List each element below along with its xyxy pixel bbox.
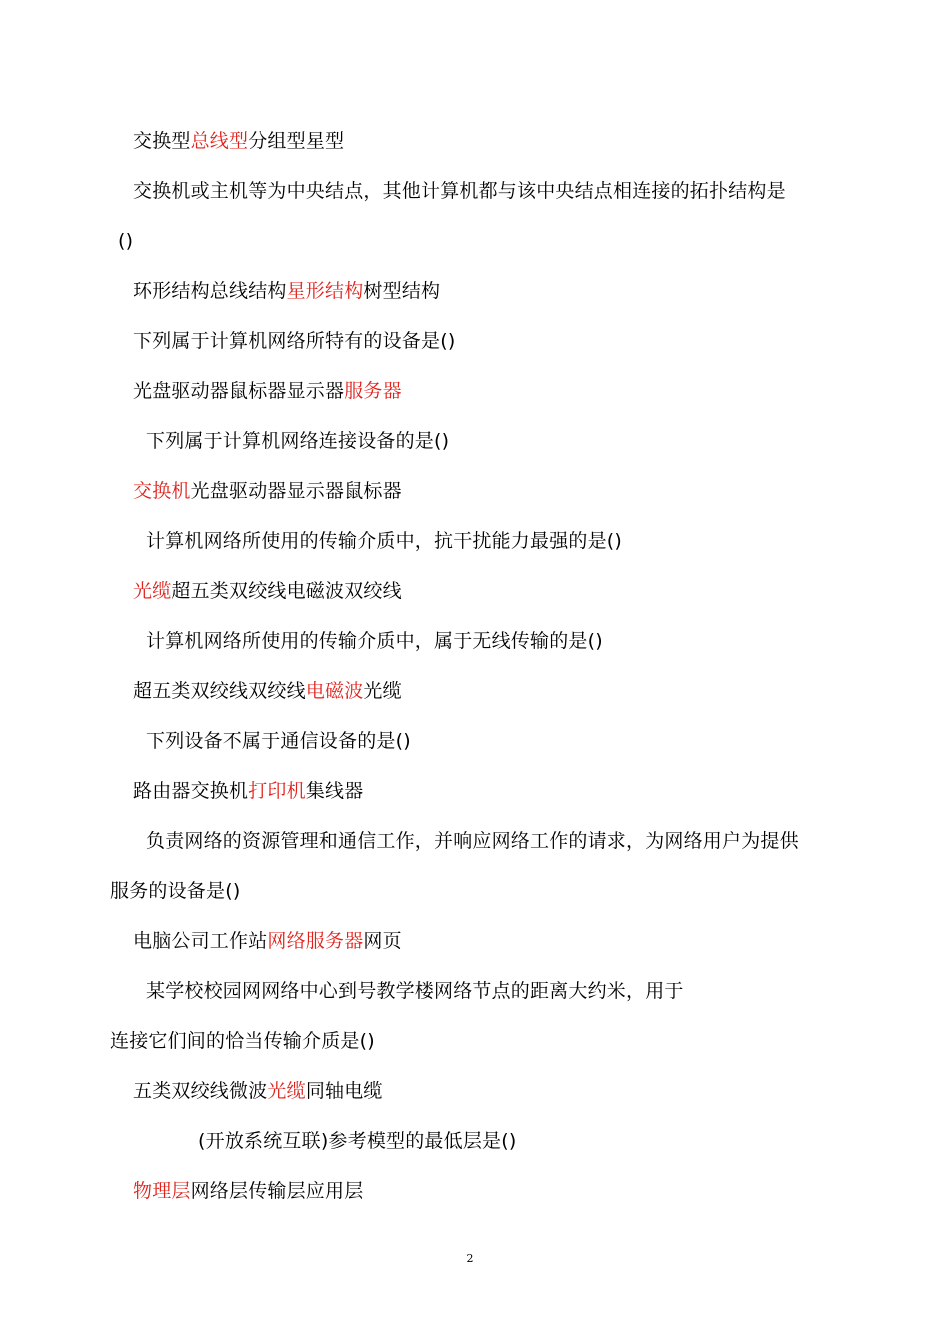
option-text: 超五类双绞线电磁波双绞线 (171, 580, 402, 602)
question-line (146, 429, 449, 453)
answer-options-line (133, 1179, 363, 1203)
option-text: 分组型星型 (248, 130, 345, 152)
question-text: 下列设备不属于通信设备的是() (146, 730, 411, 752)
correct-answer: 服务器 (344, 380, 402, 402)
question-line (146, 629, 603, 653)
question-line (133, 179, 786, 203)
answer-options-line (133, 129, 344, 153)
question-text: 交换机或主机等为中央结点，其他计算机都与该中央结点相连接的拓扑结构是 (133, 180, 786, 202)
question-text: (开放系统互联)参考模型的最低层是() (198, 1130, 517, 1152)
question-line (110, 1029, 375, 1053)
question-line (146, 979, 684, 1003)
question-text: 某学校校园网网络中心到号教学楼网络节点的距离大约米，用于 (146, 980, 684, 1002)
option-text: 光盘驱动器显示器鼠标器 (190, 480, 402, 502)
answer-options-line (133, 929, 402, 953)
option-text: 网页 (363, 930, 402, 952)
question-text: 下列属于计算机网络连接设备的是() (146, 430, 450, 452)
correct-answer: 打印机 (248, 780, 306, 802)
option-text: 超五类双绞线双绞线 (133, 680, 306, 702)
question-text: 服务的设备是() (110, 880, 241, 902)
correct-answer: 网络服务器 (267, 930, 364, 952)
answer-options-line (133, 579, 402, 603)
answer-options-line (133, 379, 402, 403)
question-line (198, 1129, 516, 1153)
question-line (146, 529, 622, 553)
option-text: 光盘驱动器鼠标器显示器 (133, 380, 345, 402)
question-line (133, 329, 455, 353)
question-text: 计算机网络所使用的传输介质中，属于无线传输的是() (146, 630, 603, 652)
question-text: 下列属于计算机网络所特有的设备是() (133, 330, 456, 352)
question-text: () (118, 230, 134, 252)
answer-options-line (133, 279, 440, 303)
option-text: 五类双绞线微波 (133, 1080, 268, 1102)
answer-options-line (133, 1079, 383, 1103)
option-text: 集线器 (305, 780, 364, 802)
answer-options-line (133, 779, 363, 803)
option-text: 树型结构 (363, 280, 441, 302)
option-text: 同轴电缆 (305, 1080, 383, 1102)
question-line (146, 729, 411, 753)
question-line (110, 879, 240, 903)
option-text: 环形结构总线结构 (133, 280, 287, 302)
correct-answer: 星形结构 (286, 280, 364, 302)
option-text: 电脑公司工作站 (133, 930, 268, 952)
option-text: 交换型 (133, 130, 191, 152)
correct-answer: 光缆 (267, 1080, 306, 1102)
question-text: 连接它们间的恰当传输介质是() (110, 1030, 375, 1052)
page-number: 2 (466, 1252, 474, 1265)
answer-options-line (133, 479, 402, 503)
option-text: 网络层传输层应用层 (190, 1180, 364, 1202)
question-text: 计算机网络所使用的传输介质中，抗干扰能力最强的是() (146, 530, 623, 552)
question-line (146, 829, 799, 853)
option-text: 光缆 (363, 680, 402, 702)
correct-answer: 光缆 (133, 580, 172, 602)
answer-options-line (133, 679, 402, 703)
question-text: 负责网络的资源管理和通信工作，并响应网络工作的请求，为网络用户为提供 (146, 830, 799, 852)
correct-answer: 电磁波 (305, 680, 364, 702)
correct-answer: 物理层 (133, 1180, 191, 1202)
correct-answer: 总线型 (190, 130, 249, 152)
question-line (118, 229, 133, 253)
option-text: 路由器交换机 (133, 780, 249, 802)
correct-answer: 交换机 (133, 480, 191, 502)
